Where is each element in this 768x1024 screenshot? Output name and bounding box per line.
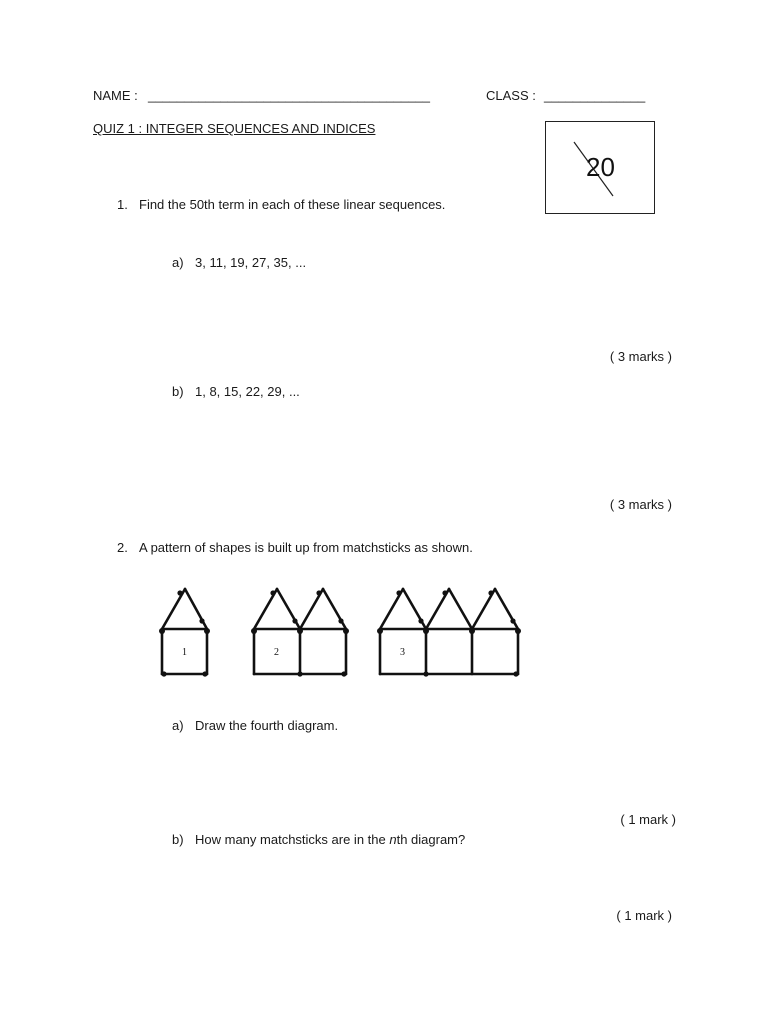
question-2-text: A pattern of shapes is built up from matchsticks as shown. [139, 540, 473, 555]
diagram-1-number: 1 [182, 647, 187, 658]
q1b-label: b) [172, 384, 184, 399]
name-blank[interactable]: _______________________________________ [148, 88, 430, 103]
diagram-3-number: 3 [400, 647, 405, 658]
q1a-label: a) [172, 255, 184, 270]
question-1-number: 1. [117, 197, 128, 212]
q1a-marks: ( 3 marks ) [609, 349, 672, 364]
q1b-marks: ( 3 marks ) [609, 497, 672, 512]
matchstick-pattern-figure [150, 577, 530, 682]
diagram-2-number: 2 [274, 647, 279, 658]
matchstick-diagram-3 [380, 589, 518, 674]
question-2-number: 2. [117, 540, 128, 555]
q2a-marks: ( 1 mark ) [620, 812, 676, 827]
q1b-sequence: 1, 8, 15, 22, 29, ... [195, 384, 300, 399]
question-1-text: Find the 50th term in each of these linear sequences. [139, 197, 446, 212]
q2b-marks: ( 1 mark ) [616, 908, 672, 923]
class-blank[interactable]: ______________ [544, 88, 646, 103]
class-label: CLASS : [486, 88, 536, 103]
name-label: NAME : [93, 88, 138, 103]
score-box [545, 121, 655, 214]
q2b-text-n: n [389, 832, 397, 847]
q2b-text-after: th diagram? [396, 832, 466, 847]
matchstick-diagram-1 [162, 589, 207, 674]
q2b-text [195, 832, 465, 847]
quiz-title: QUIZ 1 : INTEGER SEQUENCES AND INDICES [93, 121, 376, 136]
score-value: 20 [586, 152, 615, 182]
q2a-label: a) [172, 718, 184, 733]
q1a-sequence: 3, 11, 19, 27, 35, ... [195, 255, 307, 270]
q2b-label: b) [172, 832, 184, 847]
q2a-text: Draw the fourth diagram. [195, 718, 339, 733]
q2b-text-before: How many matchsticks are in the [195, 832, 390, 847]
